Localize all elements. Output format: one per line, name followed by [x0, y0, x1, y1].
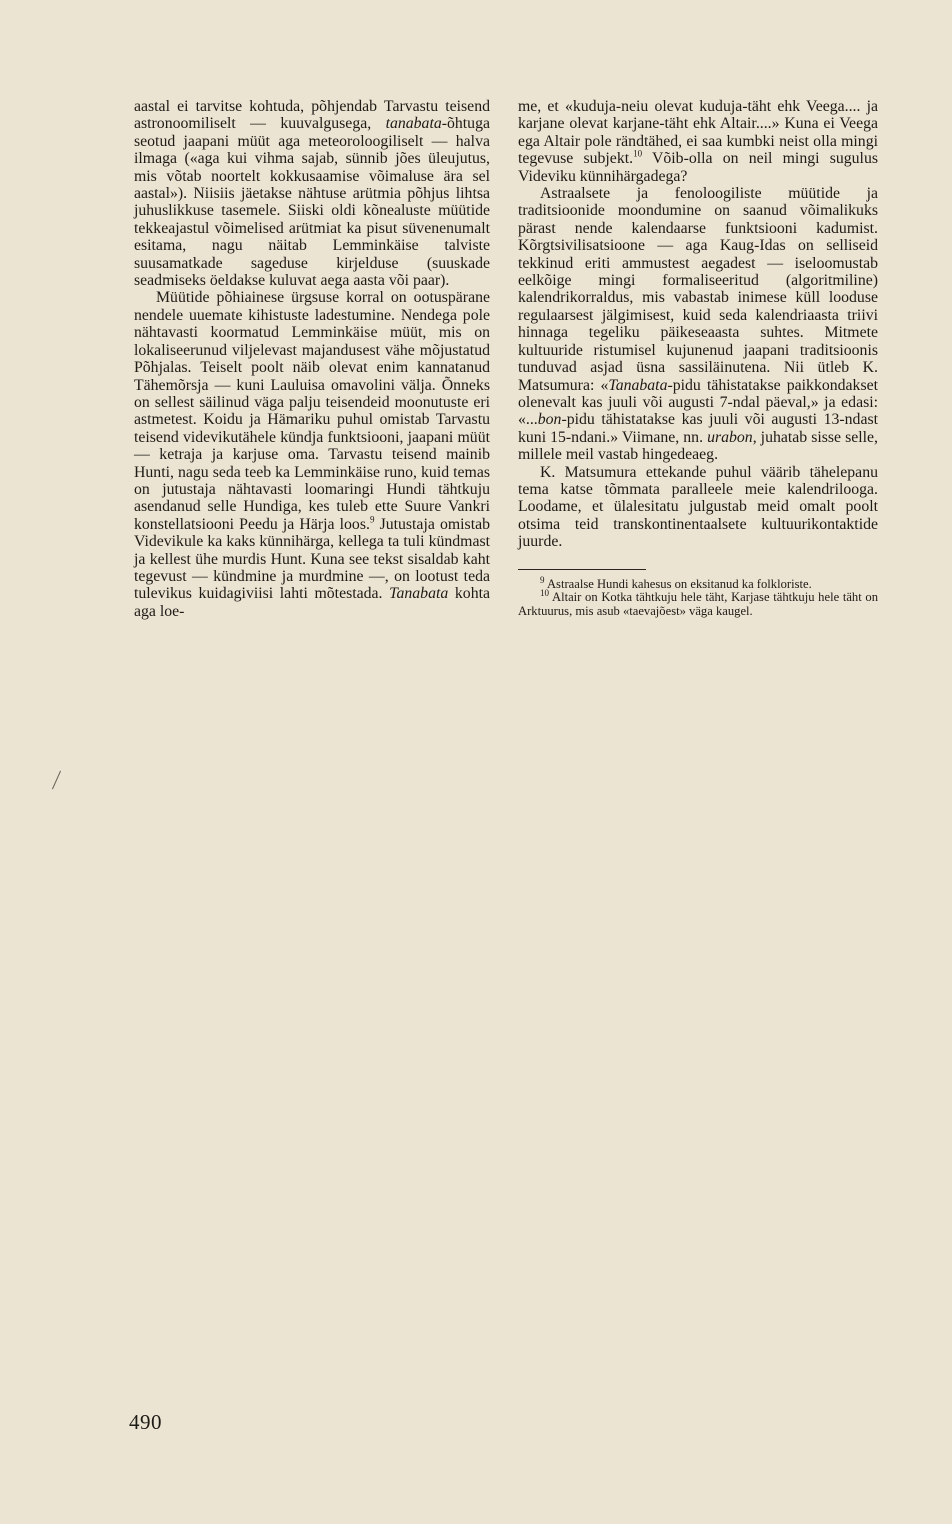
- text-run: Võib-olla on neil mingi sugulus Videviku künnihärgadega?: [518, 150, 878, 185]
- text-run: K. Matsumura ettekande puhul väärib tähelepanu tema katse tõmmata paralleele meie kalendrilooga. Loodame, et ülalesitatu julgustab meid omalt poolt otsima teid transkontinentaalsete kultuurikontaktide juurde.: [518, 463, 878, 551]
- footnote-divider: [518, 569, 646, 570]
- margin-pencil-mark: [52, 771, 61, 790]
- footnote-text: Astraalse Hundi kahesus on eksitanud ka folkloriste.: [544, 576, 812, 591]
- page-number: 490: [129, 1410, 162, 1434]
- right-paragraph-1: [518, 98, 878, 185]
- text-run: kohta aga loe-: [134, 585, 490, 620]
- footnote-marker: 10: [540, 587, 549, 598]
- footnote-reference: 10: [633, 148, 643, 159]
- footnotes: [518, 574, 878, 619]
- text-run: me, et «kuduja-neiu olevat kuduja-täht ehk Veega.... ja karjane olevat karjane-täht ehk Altair....» Kuna ei Veega ega Altair pole rändtähed, ei saa kumbki neist olla mingi tegevuse subjekt.: [518, 98, 878, 168]
- footnote-text: Altair on Kotka tähtkuju hele täht, Karjase tähtkuju hele täht on Arktuurus, mis asub «taevajõest» väga kaugel.: [518, 590, 878, 618]
- footnote-marker: 9: [540, 574, 545, 585]
- right-column: [518, 98, 878, 618]
- italic-text: tanabata: [385, 115, 442, 133]
- right-paragraph-3: [518, 464, 878, 551]
- left-column: [134, 98, 490, 620]
- text-run: -pidu tähistatakse kas juuli või augusti 13-ndast kuni 15-ndani.» Viimane, nn.: [518, 411, 878, 446]
- left-paragraph-2: [134, 289, 490, 620]
- left-paragraph-1: [134, 98, 490, 289]
- text-run: Astraalsete ja fenoloogiliste müütide ja traditsioonide moondumine on saanud võimalikuks pärast nende kalendaarse funktsiooni kadumist. Kõrgtsivilisatsioone — aga Kaug-Idas on selliseid tekkinud eriti ammustest aegadest — iseloomustab eelkõige mingi formaliseeritud (algoritmiline) kalendrikorraldus, mis vabastab inimese küll looduse regulaarsest jälgimisest, kuid seda kalendriaasta triivi hinnaga tegeliku päikeseaasta suhtes. Mitmete kultuuride ristumisel kujunenud jaapani traditsioonis tunduvad asjad üsna sassiläinutena. Nii ütleb K. Matsumura: «: [518, 185, 878, 394]
- text-run: aastal ei tarvitse kohtuda, põhjendab Tarvastu teisend astronoomiliselt — kuuvalgusega,: [134, 98, 490, 133]
- text-run: , juhatab sisse selle, millele meil vastab hingedeaeg.: [518, 428, 878, 464]
- italic-text: bon: [537, 411, 562, 429]
- text-run: Jutustaja omistab Videvikule ka kaks künnihärga, kellega ta tuli kündmast ja kellest ühe murdis Hunt. Kuna see tekst sisaldab kaht tegevust — kündmine ja murdmine —, on lootust teda tulevikus kuidagiviisi lahti mõtestada.: [134, 515, 490, 603]
- text-run: -õhtuga seotud jaapani müüt aga meteoroloogiliselt — halva ilmaga («aga kui vihma sajab, sünnib jões üleujutus, mis võtab noortelt kokkusaamise võimaluse ära sel aastal»). Niisiis jäetakse nähtuse arütmia põhjus lihtsa juhuslikkuse tasemele. Siiski oldi kõnealuste müütide tekkeajastul võimelised arütmiat ka pisut süvenenumalt esitama, nagu näitab Lemminkäise talviste suusamatkade sageduse kirjelduse (suuskade seadmiseks öeldakse kuluvat aega aasta või paar).: [134, 115, 490, 290]
- text-run: -pidu tähistatakse paikkondakset olenevalt kas juuli või augusti 7-ndal päeval,» ja edasi: «...: [518, 376, 879, 429]
- italic-text: Tanabata: [608, 376, 668, 394]
- footnote-reference: 9: [369, 514, 375, 525]
- footnote-10: [518, 587, 878, 618]
- text-run: Müütide põhiainese ürgsuse korral on ootuspärane nendele uuemate kihistuste ladestumine. Nendega pole nähtavasti koormatud Lemminkäise müüt, mis on lokaliseerunud viljelevast majandusest vähe mõjustatud Põhjalas. Teiselt poolt näib olevat enim kannatanud Tähemõrsja — kuni Lauluisa omavolini välja. Õnneks on sellest säilinud väga palju teisendeid moonutuste eri astmetest. Koidu ja Hämariku puhul omistab Tarvastu teisend videvikutähele kündja funktsiooni, jaapani müüt — ketraja ja karjuse oma. Tarvastu teisend mainib Hunti, nagu seda teeb ka Lemminkäise runo, kuid temas on jutustaja nähtavasti loomaringi Hundi tähtkuju asendanud selle Hundiga, kes tuleb ette Suure Vankri konstellatsiooni Peedu ja Härja loos.: [134, 289, 490, 533]
- right-paragraph-2: [518, 185, 878, 464]
- italic-text: Tanabata: [389, 585, 449, 603]
- italic-text: urabon: [707, 428, 753, 446]
